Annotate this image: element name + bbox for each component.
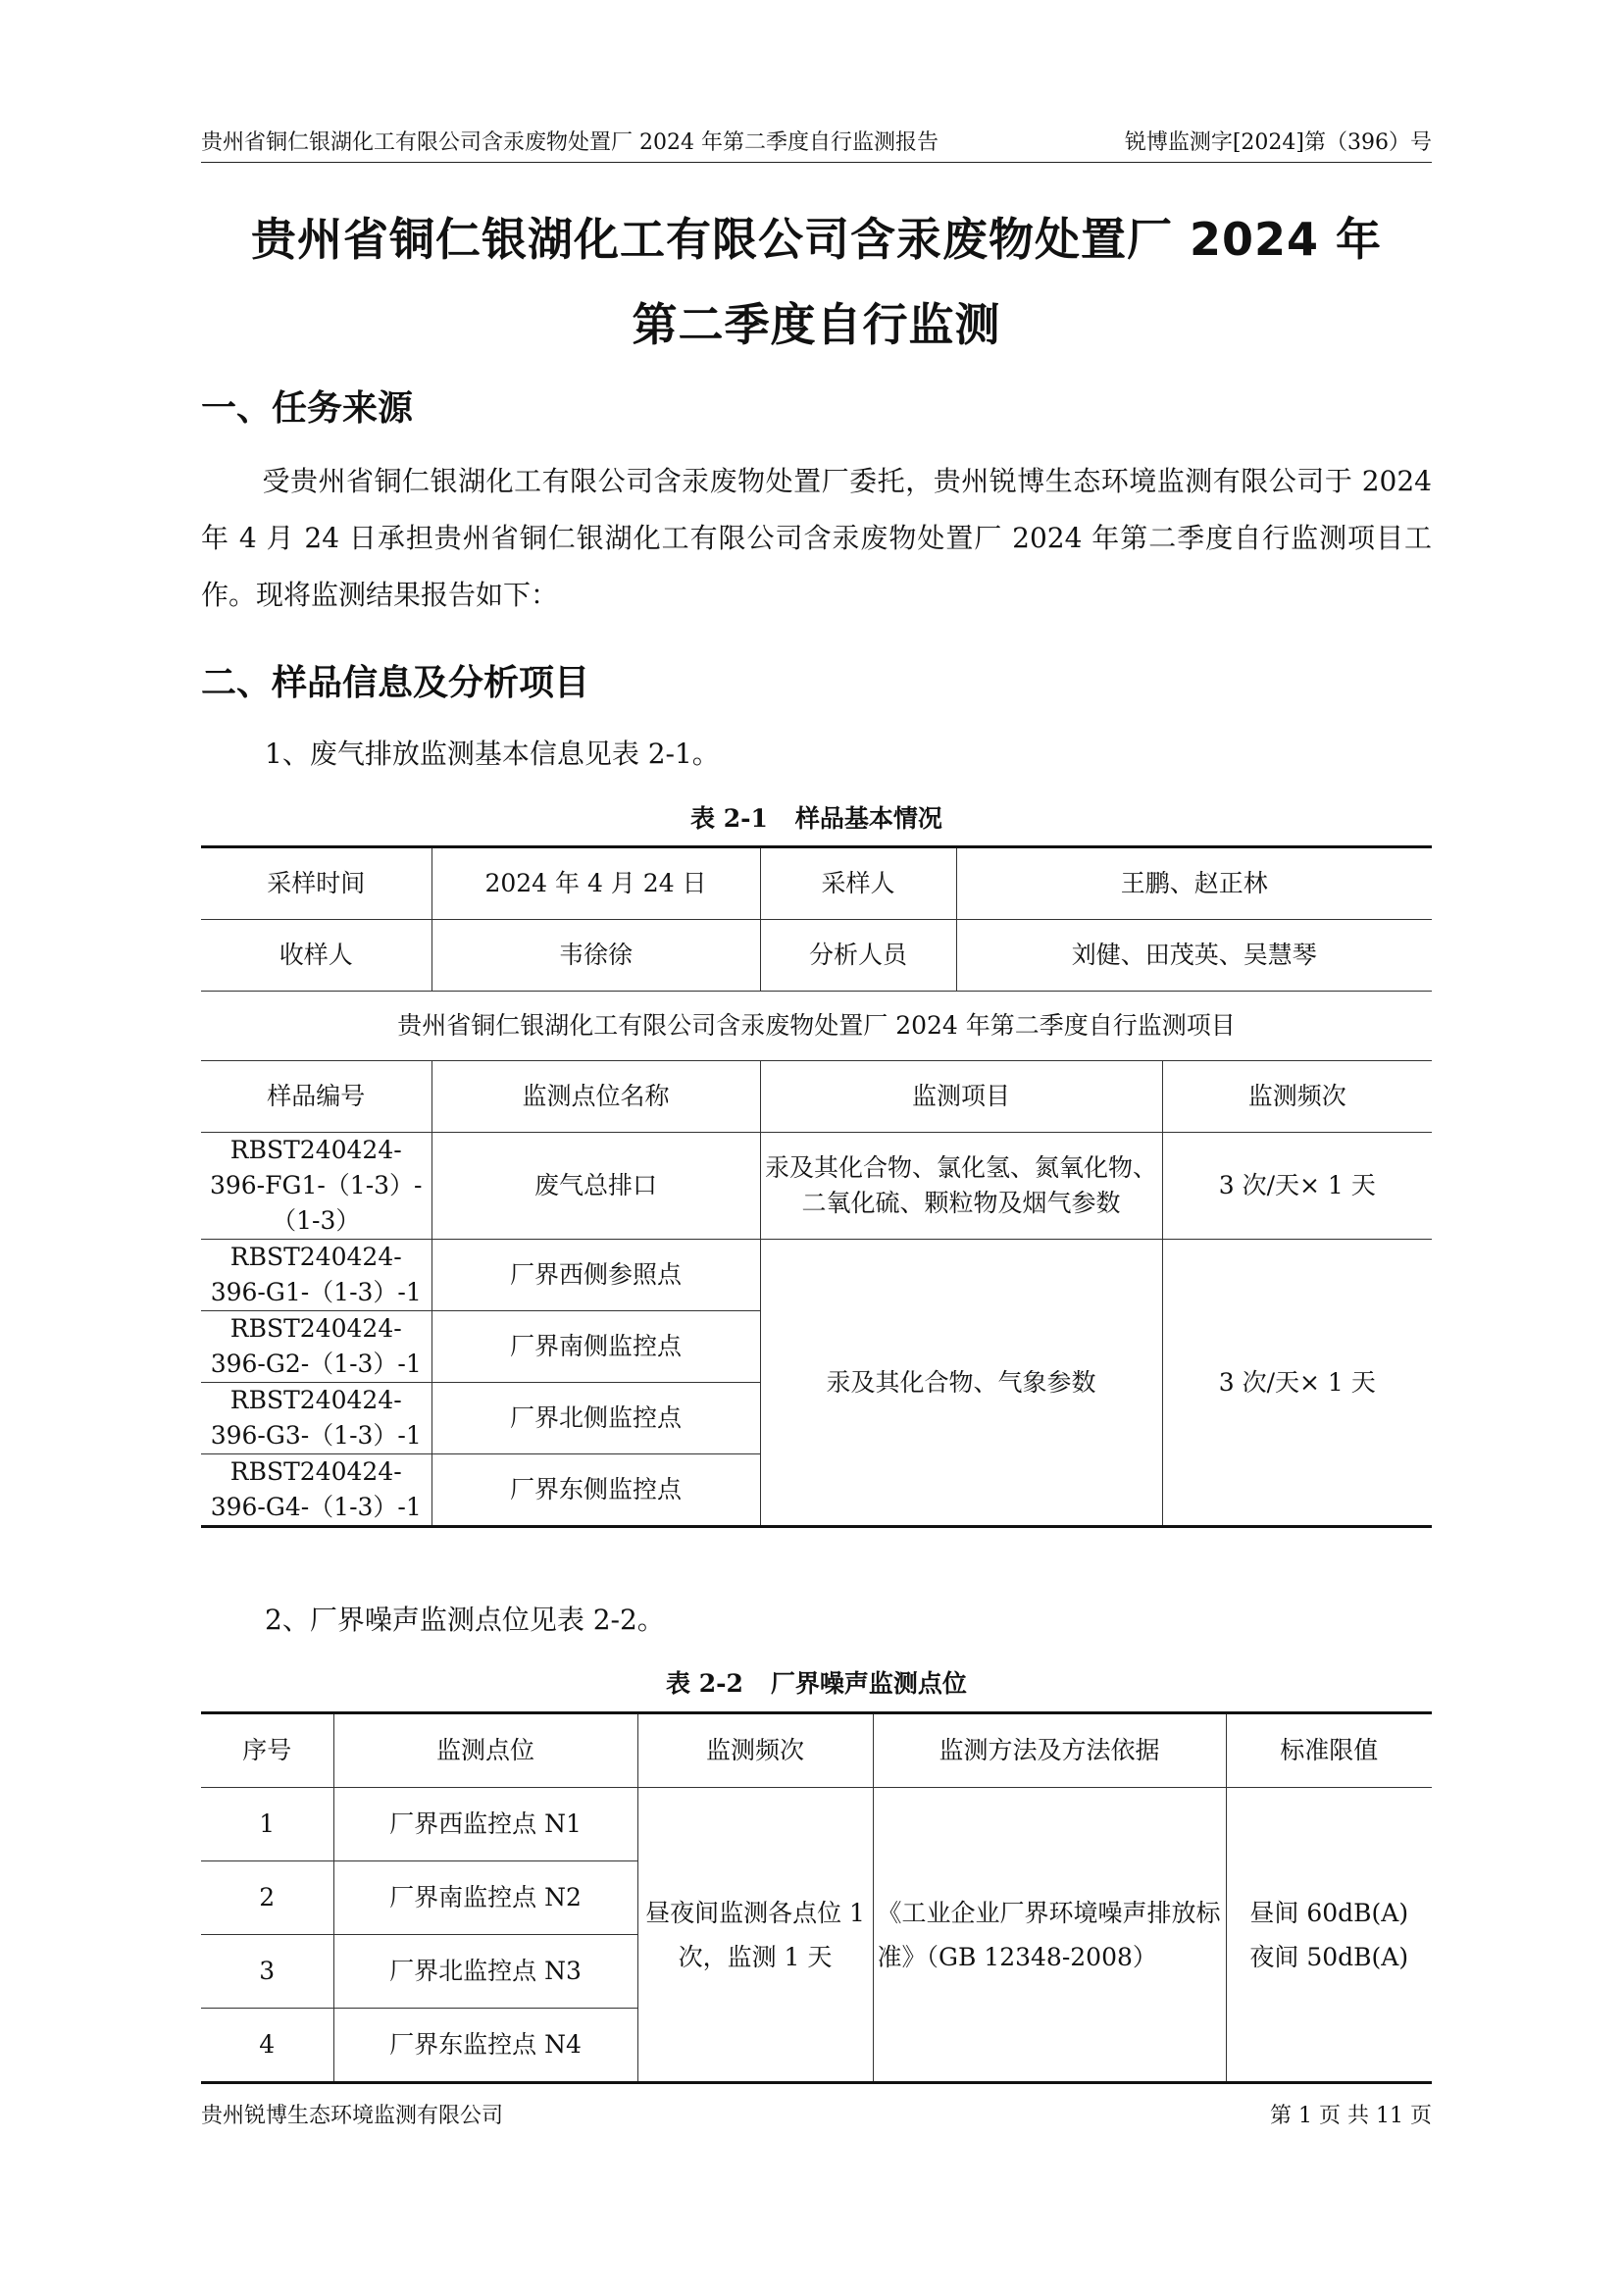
site-name: 废气总排口 [431,1133,760,1240]
table-row [201,920,1432,992]
monitor-frequency: 昼夜间监测各点位 1 次，监测 1 天 [637,1788,873,2083]
table-row [201,1788,1432,1861]
section1-body-text: 受贵州省铜仁银湖化工有限公司含汞废物处置厂委托，贵州锐博生态环境监测有限公司于 2024 年 4 月 24 日承担贵州省铜仁银湖化工有限公司含汞废物处置厂 2024 年第二季度自行监测项目工作。现将监测结果报告如下： [201,465,1432,611]
site-name: 厂界北侧监控点 [431,1383,760,1454]
column-header: 监测频次 [1162,1061,1432,1133]
table1-caption-title: 样品基本情况 [794,804,942,833]
section2-item1: 1、废气排放监测基本信息见表 2-1。 [265,738,720,770]
sample-info-table [201,845,1432,1528]
column-header: 监测点位 [333,1713,637,1788]
column-header: 监测频次 [637,1713,873,1788]
sampler-label: 采样人 [760,847,956,920]
column-header: 序号 [201,1713,333,1788]
row-number: 2 [201,1861,333,1935]
monitor-frequency: 3 次/天× 1 天 [1162,1133,1432,1240]
table2-caption [201,1664,1432,1700]
monitor-items: 汞及其化合物、气象参数 [760,1240,1162,1527]
sample-id: RBST240424-396-FG1-（1-3）-（1-3） [201,1133,431,1240]
section2-item2: 2、厂界噪声监测点位见表 2-2。 [265,1604,665,1636]
header-report-title: 贵州省铜仁银湖化工有限公司含汞废物处置厂 2024 年第二季度自行监测报告 [201,130,939,155]
site-name: 厂界西监控点 N1 [333,1788,637,1861]
page-header [201,126,1432,163]
site-name: 厂界西侧参照点 [431,1240,760,1311]
column-header: 标准限值 [1226,1713,1432,1788]
column-header: 监测项目 [760,1061,1162,1133]
limit-night: 夜间 50dB(A) [1249,1942,1409,1971]
table-row [201,1240,1432,1311]
footer-company: 贵州锐博生态环境监测有限公司 [201,2104,504,2128]
report-title-line1: 贵州省铜仁银湖化工有限公司含汞废物处置厂 2024 年 [250,213,1383,266]
section2-heading: 二、样品信息及分析项目 [201,663,590,703]
section1-heading: 一、任务来源 [201,388,414,429]
section1-body [201,453,1432,624]
table-row [201,1133,1432,1240]
column-header: 监测点位名称 [431,1061,760,1133]
table1-caption [201,799,1432,835]
row-number: 1 [201,1788,333,1861]
site-name: 厂界南监控点 N2 [333,1861,637,1935]
sampler-value: 王鹏、赵正林 [956,847,1432,920]
standard-limit [1226,1788,1432,2083]
table2-caption-title: 厂界噪声监测点位 [770,1669,967,1698]
sample-id: RBST240424-396-G2-（1-3）-1 [201,1311,431,1383]
site-name: 厂界东侧监控点 [431,1454,760,1527]
table-header-row [201,1713,1432,1788]
header-report-number: 锐博监测字[2024]第（396）号 [1124,130,1432,155]
table-header-row [201,1061,1432,1133]
table2-caption-number: 表 2-2 [666,1669,743,1698]
site-name: 厂界南侧监控点 [431,1311,760,1383]
analyst-value: 刘健、田茂英、吴慧琴 [956,920,1432,992]
monitor-items: 汞及其化合物、氯化氢、氮氧化物、二氧化硫、颗粒物及烟气参数 [760,1133,1162,1240]
sample-id: RBST240424-396-G3-（1-3）-1 [201,1383,431,1454]
column-header: 监测方法及方法依据 [873,1713,1226,1788]
sampling-time-label: 采样时间 [201,847,431,920]
footer-page-number: 第 1 页 共 11 页 [1270,2104,1432,2128]
sampling-time-value: 2024 年 4 月 24 日 [431,847,760,920]
row-number: 4 [201,2009,333,2083]
column-header: 样品编号 [201,1061,431,1133]
receiver-value: 韦徐徐 [431,920,760,992]
row-number: 3 [201,1935,333,2009]
table1-caption-number: 表 2-1 [690,804,768,833]
table-row [201,992,1432,1061]
site-name: 厂界东监控点 N4 [333,2009,637,2083]
limit-day: 昼间 60dB(A) [1249,1898,1409,1927]
report-title-line2: 第二季度自行监测 [632,298,1001,351]
table-row [201,847,1432,920]
project-title: 贵州省铜仁银湖化工有限公司含汞废物处置厂 2024 年第二季度自行监测项目 [201,992,1432,1061]
monitor-frequency: 3 次/天× 1 天 [1162,1240,1432,1527]
site-name: 厂界北监控点 N3 [333,1935,637,2009]
analyst-label: 分析人员 [760,920,956,992]
page-footer [201,2099,1432,2129]
noise-monitoring-table [201,1711,1432,2084]
sample-id: RBST240424-396-G4-（1-3）-1 [201,1454,431,1527]
monitor-method: 《工业企业厂界环境噪声排放标准》（GB 12348-2008） [873,1788,1226,2083]
sample-id: RBST240424-396-G1-（1-3）-1 [201,1240,431,1311]
receiver-label: 收样人 [201,920,431,992]
